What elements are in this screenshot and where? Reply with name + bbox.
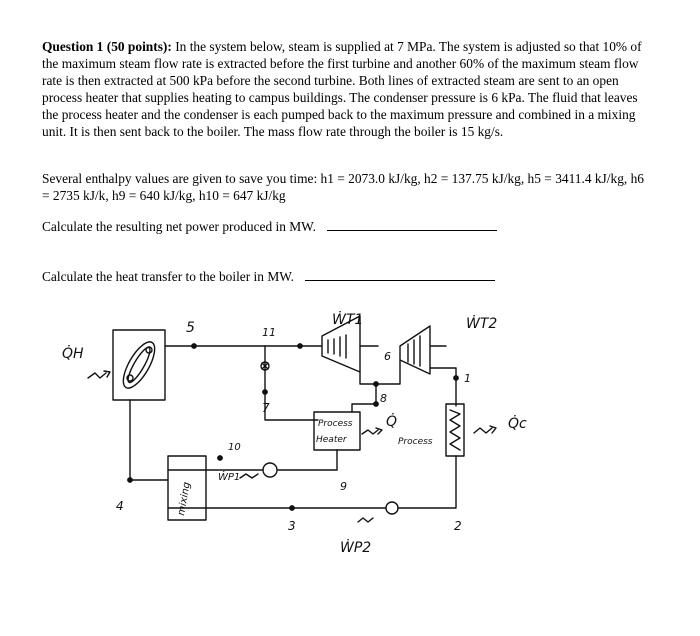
question-heading: Question 1 (50 points): — [42, 39, 172, 54]
wt2-label: ẆT2 — [466, 316, 498, 332]
state-11: 11 — [262, 326, 276, 339]
question-body: In the system below, steam is supplied at 7 MPa. The system is adjusted so that 10% of the maximum steam flow rate is extracted before the first turbine and another 60% of the maximum steam flow rate is then extracted at 500 kPa before the second turbine. Both lines of extracted steam are sent to an open process heater that supplies heating to campus buildings. The condenser pressure is 6 kPa. The fluid that leaves the process heater and the condenser is each pumped back to the maximum pressure and combined in a mixing unit. It is then sent back to the boiler. The mass flow rate through the boiler is 15 kg/s. — [42, 39, 642, 140]
given-enthalpies: Several enthalpy values are given to save you time: h1 = 2073.0 kJ/kg, h2 = 137.75 kJ/kg, h5 = 3411.4 kJ/kg, h6 = 2735 kJ/k, h9 = 640 kJ/kg, h10 = 647 kJ/kg — [42, 171, 644, 204]
qh-label: Q̇H — [62, 346, 84, 362]
condenser-coil-icon — [450, 410, 460, 450]
process-heater-label-2: Heater — [316, 435, 347, 445]
state-4: 4 — [116, 499, 124, 513]
state-8: 8 — [380, 392, 387, 405]
turbine-2 — [400, 326, 430, 374]
state-3: 3 — [288, 519, 296, 533]
net-power-text: Calculate the resulting net power produced in MW. — [42, 219, 316, 234]
wp1-squiggle-icon — [240, 474, 258, 478]
boiler — [113, 330, 165, 400]
process-heater-label-1: Process — [318, 419, 353, 429]
state-10: 10 — [228, 442, 241, 453]
mixing-label: mixing — [176, 481, 193, 517]
boiler-coil-icon — [117, 337, 160, 392]
state-9: 9 — [340, 480, 347, 493]
state-5: 5 — [186, 320, 195, 336]
qh-squiggle-icon — [88, 373, 106, 378]
qc-label: Q̇c — [508, 416, 527, 432]
qc-squiggle-icon — [474, 428, 492, 433]
wt1-label: ẆT1 — [332, 312, 364, 328]
qprocess-label: Q̇ — [386, 414, 398, 430]
state-6: 6 — [384, 350, 391, 363]
qprocess-squiggle-icon — [362, 430, 378, 434]
pump-2 — [386, 502, 398, 514]
state-1: 1 — [464, 372, 471, 385]
wp2-label: ẆP2 — [340, 540, 372, 556]
heat-transfer-text: Calculate the heat transfer to the boiler in MW. — [42, 269, 294, 284]
state-7: 7 — [262, 401, 270, 415]
process-label: Process — [398, 437, 433, 447]
wp2-squiggle-icon — [358, 518, 373, 522]
pump-1 — [263, 463, 277, 477]
wp1-label: ẆP1 — [218, 472, 241, 483]
state-2: 2 — [454, 519, 462, 533]
